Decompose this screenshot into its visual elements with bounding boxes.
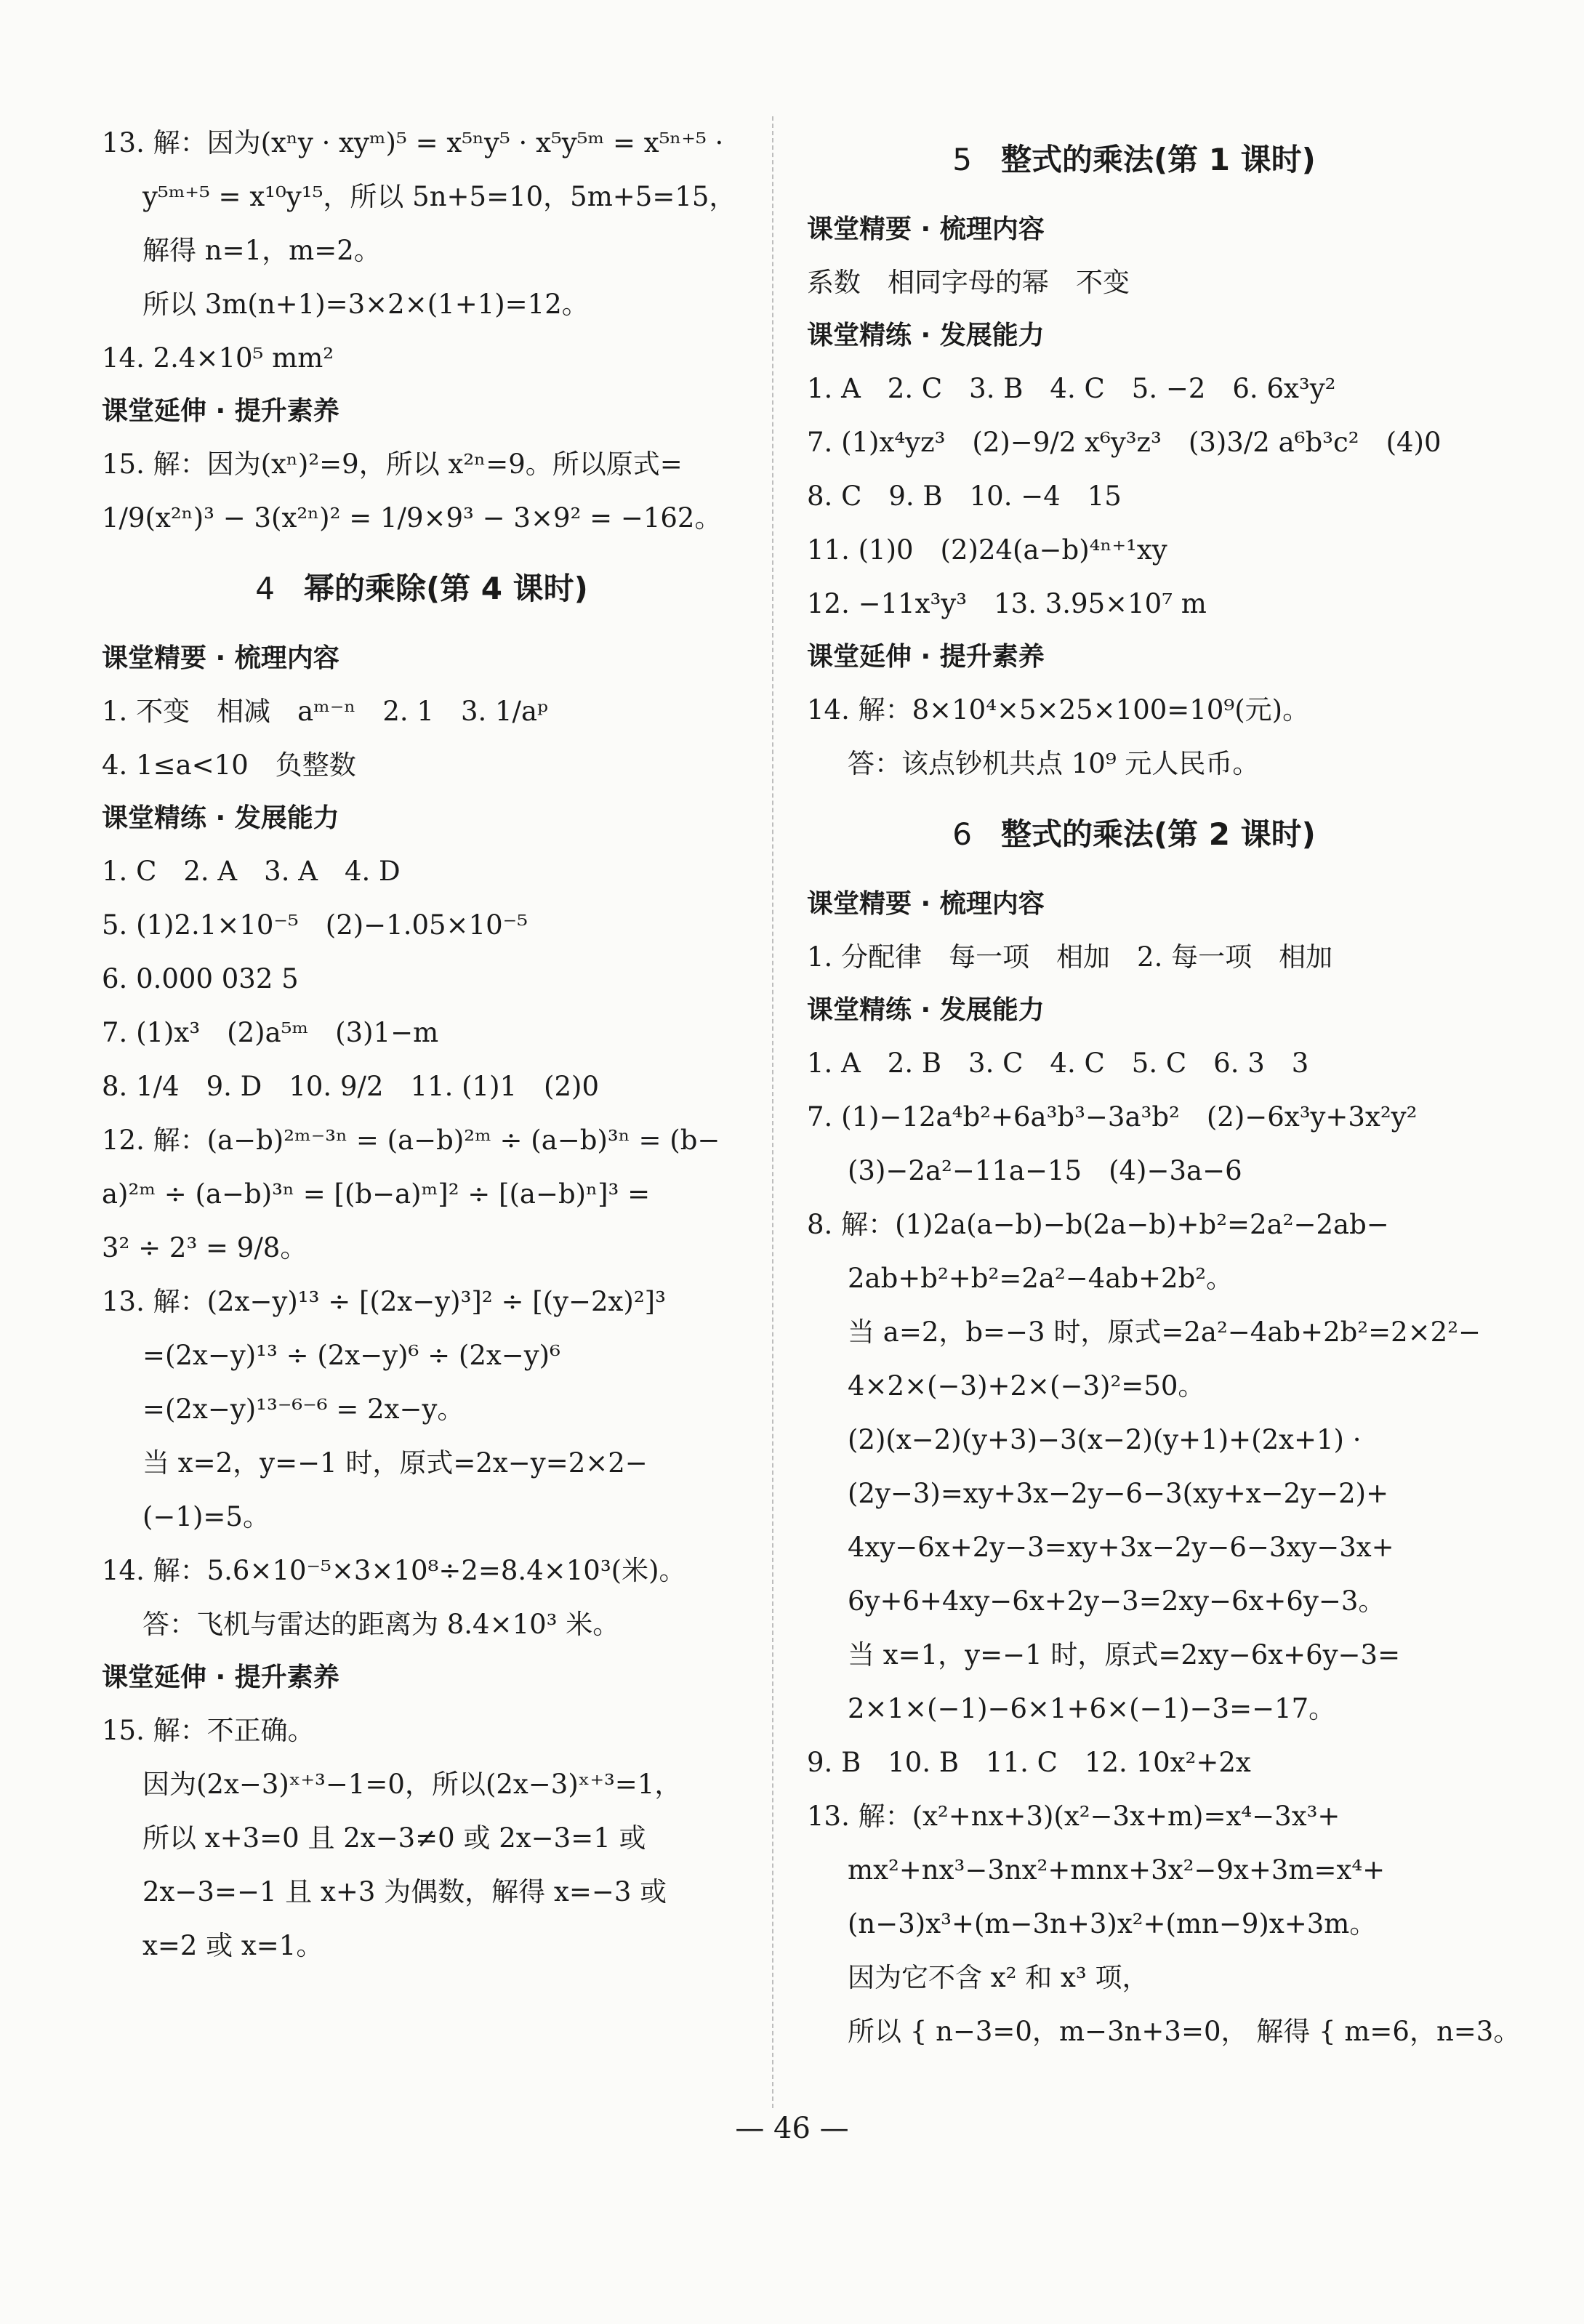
answer-line: 6y+6+4xy−6x+2y−3=2xy−6x+6y−3。 (848, 1585, 1386, 1617)
answer-line: (n−3)x³+(m−3n+3)x²+(mn−9)x+3m。 (848, 1908, 1377, 1939)
left-column (102, 116, 741, 1973)
answer-line: (−1)=5。 (142, 1501, 270, 1532)
answer-line: 所以 { n−3=0，m−3n+3=0， 解得 { m=6，n=3。 (848, 2016, 1521, 2047)
answer-line: x=2 或 x=1。 (142, 1930, 323, 1961)
section-number: 5 (952, 142, 972, 177)
answer-line: mx²+nx³−3nx²+mnx+3x²−9x+3m=x⁴+ (848, 1854, 1386, 1886)
answer-line: 4xy−6x+2y−3=xy+3x−2y−6−3xy−3x+ (848, 1532, 1394, 1563)
answer-line: 5. (1)2.1×10⁻⁵ (2)−1.05×10⁻⁵ (102, 909, 528, 941)
section-heading: 课堂延伸 · 提升素养 (102, 396, 339, 426)
answer-line: 答：该点钞机共点 10⁹ 元人民币。 (848, 748, 1260, 779)
section-title-text: 整式的乘法(第 1 课时) (1000, 142, 1316, 177)
section-heading: 课堂精要 · 梳理内容 (102, 643, 339, 673)
section-heading: 课堂精要 · 梳理内容 (807, 889, 1045, 919)
answer-line: 4. 1≤a<10 负整数 (102, 749, 356, 781)
answer-line: 所以 3m(n+1)=3×2×(1+1)=12。 (142, 289, 589, 320)
answer-line: 1. C 2. A 3. A 4. D (102, 856, 401, 887)
answer-line: 1. A 2. C 3. B 4. C 5. −2 6. 6x³y² (807, 373, 1336, 404)
right-column (807, 116, 1521, 2059)
answer-line: 2×1×(−1)−6×1+6×(−1)−3=−17。 (848, 1693, 1336, 1724)
answer-line: 所以 x+3=0 且 2x−3≠0 或 2x−3=1 或 (142, 1822, 646, 1854)
answer-line: (2)(x−2)(y+3)−3(x−2)(y+1)+(2x+1) · (848, 1424, 1362, 1455)
answer-line: 12. −11x³y³ 13. 3.95×10⁷ m (807, 588, 1207, 619)
section-heading: 课堂延伸 · 提升素养 (807, 642, 1045, 672)
answer-line: 答：飞机与雷达的距离为 8.4×10³ 米。 (142, 1609, 620, 1640)
answer-line: 14. 2.4×10⁵ mm² (102, 342, 334, 374)
section-title-text: 幂的乘除(第 4 课时) (303, 571, 588, 606)
column-divider (772, 116, 773, 2108)
section-heading: 课堂精练 · 发展能力 (807, 995, 1045, 1025)
answer-line: 1/9(x²ⁿ)³ − 3(x²ⁿ)² = 1/9×9³ − 3×9² = −162。 (102, 502, 722, 534)
answer-line: 6. 0.000 032 5 (102, 963, 299, 994)
answer-line: 4×2×(−3)+2×(−3)²=50。 (848, 1370, 1205, 1402)
answer-line: 13. 解：因为(xⁿy · xyᵐ)⁵ = x⁵ⁿy⁵ · x⁵y⁵ᵐ = x⁵ⁿ⁺⁵ · (102, 127, 724, 158)
answer-line: 解得 n=1，m=2。 (142, 235, 381, 266)
answer-line: =(2x−y)¹³ ÷ (2x−y)⁶ ÷ (2x−y)⁶ (142, 1340, 560, 1371)
answer-line: 15. 解：不正确。 (102, 1715, 315, 1746)
answer-line: 12. 解：(a−b)²ᵐ⁻³ⁿ = (a−b)²ᵐ ÷ (a−b)³ⁿ = (b− (102, 1125, 720, 1156)
answer-line: 1. 分配律 每一项 相加 2. 每一项 相加 (807, 941, 1333, 973)
answer-line: 因为(2x−3)ˣ⁺³−1=0，所以(2x−3)ˣ⁺³=1， (142, 1769, 682, 1800)
section-number: 4 (255, 571, 275, 606)
section-heading: 课堂精要 · 梳理内容 (807, 214, 1045, 244)
answer-line: 13. 解：(2x−y)¹³ ÷ [(2x−y)³]² ÷ [(y−2x)²]³ (102, 1286, 666, 1317)
answer-line: 11. (1)0 (2)24(a−b)⁴ⁿ⁺¹xy (807, 534, 1167, 566)
answer-line: 2ab+b²+b²=2a²−4ab+2b²。 (848, 1263, 1234, 1294)
section-number: 6 (952, 816, 972, 852)
answer-line: 8. C 9. B 10. −4 15 (807, 481, 1122, 512)
answer-line: 3² ÷ 2³ = 9/8。 (102, 1232, 307, 1263)
answer-line: (3)−2a²−11a−15 (4)−3a−6 (848, 1155, 1242, 1186)
section-heading: 课堂精练 · 发展能力 (807, 321, 1045, 350)
page-number: — 46 — (735, 2112, 849, 2145)
answer-line: 15. 解：因为(xⁿ)²=9，所以 x²ⁿ=9。所以原式= (102, 449, 683, 480)
answer-line: 2x−3=−1 且 x+3 为偶数，解得 x=−3 或 (142, 1876, 667, 1907)
section-title-text: 整式的乘法(第 2 课时) (1000, 816, 1316, 852)
answer-line: 7. (1)−12a⁴b²+6a³b³−3a³b² (2)−6x³y+3x²y² (807, 1101, 1418, 1133)
answer-line: 7. (1)x³ (2)a⁵ᵐ (3)1−m (102, 1017, 439, 1048)
answer-line: 因为它不含 x² 和 x³ 项， (848, 1962, 1149, 1993)
answer-line: 14. 解：5.6×10⁻⁵×3×10⁸÷2=8.4×10³(米)。 (102, 1555, 686, 1586)
answer-line: 7. (1)x⁴yz³ (2)−9/2 x⁶y³z³ (3)3/2 a⁶b³c² (4)0 (807, 427, 1442, 458)
answer-line: 系数 相同字母的幂 不变 (807, 267, 1130, 298)
answer-line: 8. 解：(1)2a(a−b)−b(2a−b)+b²=2a²−2ab− (807, 1209, 1389, 1240)
answer-line: 9. B 10. B 11. C 12. 10x²+2x (807, 1747, 1251, 1778)
section-title (807, 791, 1461, 878)
answer-line: 当 x=1，y=−1 时，原式=2xy−6x+6y−3= (848, 1639, 1401, 1670)
section-heading: 课堂精练 · 发展能力 (102, 803, 339, 833)
answer-line: 当 x=2，y=−1 时，原式=2x−y=2×2− (142, 1447, 648, 1479)
answer-line: y⁵ᵐ⁺⁵ = x¹⁰y¹⁵，所以 5n+5=10，5m+5=15， (142, 181, 736, 212)
answer-line: 13. 解：(x²+nx+3)(x²−3x+m)=x⁴−3x³+ (807, 1801, 1340, 1832)
section-heading: 课堂延伸 · 提升素养 (102, 1662, 339, 1692)
answer-line: 8. 1/4 9. D 10. 9/2 11. (1)1 (2)0 (102, 1071, 599, 1102)
answer-line: 当 a=2，b=−3 时，原式=2a²−4ab+2b²=2×2²− (848, 1316, 1482, 1348)
answer-line: =(2x−y)¹³⁻⁶⁻⁶ = 2x−y。 (142, 1394, 465, 1425)
answer-line: 1. 不变 相减 aᵐ⁻ⁿ 2. 1 3. 1/aᵖ (102, 696, 548, 727)
answer-line: (2y−3)=xy+3x−2y−6−3(xy+x−2y−2)+ (848, 1478, 1389, 1509)
answer-line: 14. 解：8×10⁴×5×25×100=10⁹(元)。 (807, 694, 1310, 725)
answer-line: 1. A 2. B 3. C 4. C 5. C 6. 3 3 (807, 1048, 1309, 1079)
section-title (807, 116, 1461, 204)
answer-line: a)²ᵐ ÷ (a−b)³ⁿ = [(b−a)ᵐ]² ÷ [(a−b)ⁿ]³ = (102, 1178, 651, 1210)
section-title (102, 545, 741, 632)
